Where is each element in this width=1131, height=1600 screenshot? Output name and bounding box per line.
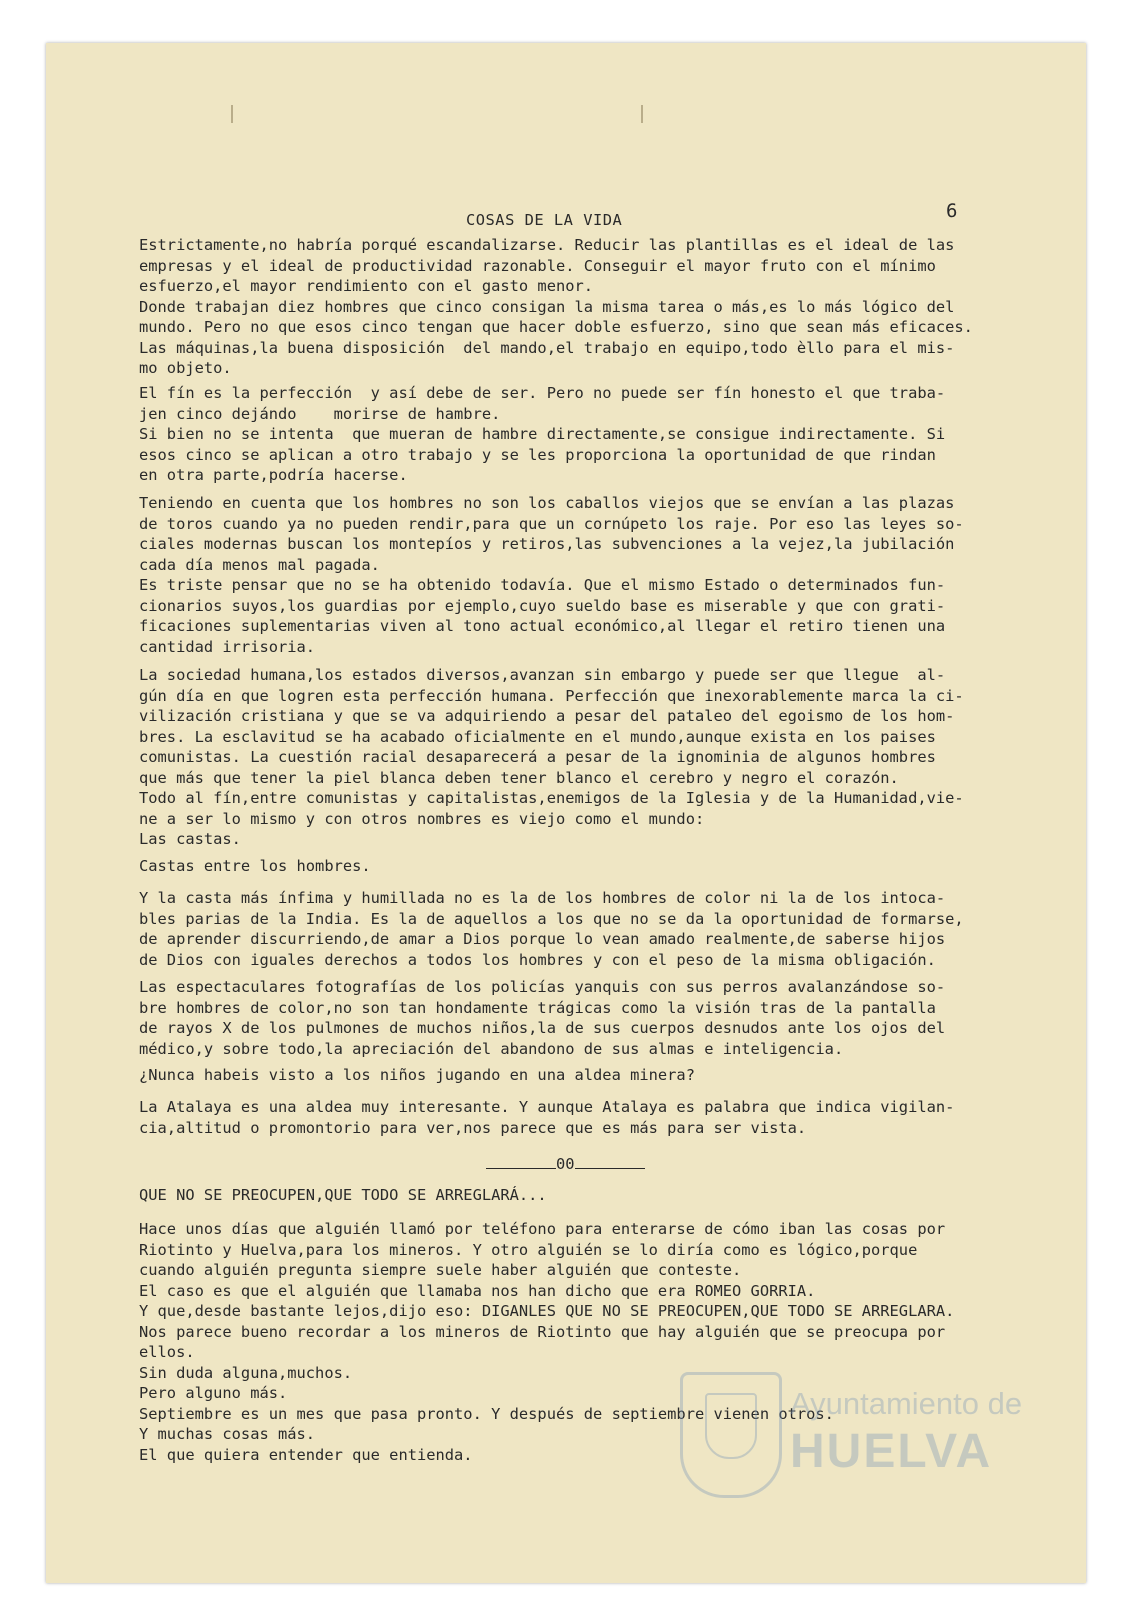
- text-line: El que quiera entender que entienda.: [139, 1445, 473, 1464]
- text-line: Donde trabajan diez hombres que cinco consigan la misma tarea o más,es lo más lógico del: [139, 297, 955, 316]
- text-line: vilización cristiana y que se va adquiriendo a pesar del pataleo del egoismo de los hom-: [139, 707, 955, 725]
- text-line: cionarios suyos,los guardias por ejemplo,cuyo sueldo base es miserable y que con grati-: [139, 596, 946, 615]
- text-line: Las máquinas,la buena disposición del mando,el trabajo en equipo,todo èllo para el mis-: [139, 338, 955, 357]
- paragraph-4: [139, 665, 1039, 850]
- text-line: ellos.: [139, 1343, 195, 1361]
- text-line: bre hombres de color,no son tan hondamente trágicas como la visión tras de la pantalla: [139, 998, 936, 1017]
- text-line: Castas entre los hombres.: [139, 857, 371, 875]
- paragraph-1: [139, 235, 1039, 379]
- paragraph-9: [139, 1097, 1039, 1138]
- text-line: Y muchas cosas más.: [139, 1425, 316, 1443]
- text-line: Hace unos días que alguién llamó por teléfono para enterarse de cómo iban las cosas por: [139, 1220, 946, 1238]
- paragraph-2: [139, 383, 1039, 486]
- text-line: bles parias de la India. Es la de aquellos a los que no se da la oportunidad de formarse,: [139, 909, 964, 928]
- text-line: cia,altitud o promontorio para ver,nos parece que es más para ser vista.: [139, 1118, 807, 1137]
- page-title: COSAS DE LA VIDA: [466, 211, 623, 229]
- text-line: Todo al fín,entre comunistas y capitalistas,enemigos de la Iglesia y de la Humanidad,vie-: [139, 789, 964, 807]
- text-line: esfuerzo,el mayor rendimiento con el gasto menor.: [139, 277, 594, 295]
- text-line: gún día en que logren esta perfección humana. Perfección que inexorablemente marca la ci-: [139, 686, 964, 705]
- text-line: médico,y sobre todo,la apreciación del abandono de sus almas e inteligencia.: [139, 1039, 844, 1058]
- text-line: Las espectaculares fotografías de los policías yanquis con sus perros avalanzándose so-: [139, 978, 946, 996]
- paragraph-8: [139, 1065, 1039, 1086]
- text-line: mundo. Pero no que esos cinco tengan que hacer doble esfuerzo, sino que sean más eficaces.: [139, 318, 973, 336]
- separator-rule: [575, 1168, 645, 1169]
- text-line: de Dios con iguales derechos a todos los hombres y con el peso de la misma obligación.: [139, 950, 936, 969]
- text-line: ciales modernas buscan los montepíos y retiros,las subvenciones a la vejez,la jubilación: [139, 535, 955, 553]
- text-line: Estrictamente,no habría porqué escandalizarse. Reducir las plantillas es el ideal de las: [139, 236, 955, 254]
- text-line: Teniendo en cuenta que los hombres no son los caballos viejos que se envían a las plazas: [139, 494, 955, 512]
- text-line: de rayos X de los pulmones de muchos niños,la de sus cuerpos desnudos ante los ojos del: [139, 1019, 946, 1037]
- text-line: La Atalaya es una aldea muy interesante. Y aunque Atalaya es palabra que indica vigilan-: [139, 1098, 955, 1116]
- text-line: empresas y el ideal de productividad razonable. Conseguir el mayor fruto con el mínimo: [139, 256, 936, 275]
- text-line: Septiembre es un mes que pasa pronto. Y después de septiembre vienen otros.: [139, 1404, 834, 1423]
- text-line: Nos parece bueno recordar a los mineros de Riotinto que hay alguién que se preocupa por: [139, 1322, 946, 1341]
- text-line: que más que tener la piel blanca deben tener blanco el cerebro y negro el corazón.: [139, 768, 899, 787]
- text-line: Es triste pensar que no se ha obtenido todavía. Que el mismo Estado o determinados fun-: [139, 576, 946, 594]
- watermark-line2: HUELVA: [790, 1425, 993, 1478]
- text-line: Riotinto y Huelva,para los mineros. Y otro alguién se lo diría como es lógico,porque: [139, 1240, 918, 1259]
- text-line: Las castas.: [139, 830, 241, 848]
- ayuntamiento-watermark: [670, 1362, 1040, 1502]
- paragraph-6: [139, 888, 1039, 970]
- subtitle-line: QUE NO SE PREOCUPEN,QUE TODO SE ARREGLARÁ...: [139, 1186, 547, 1204]
- text-line: Sin duda alguna,muchos.: [139, 1363, 353, 1382]
- section-separator: [486, 1155, 645, 1173]
- text-line: El fín es la perfección y así debe de ser. Pero no puede ser fín honesto el que traba-: [139, 384, 946, 402]
- text-line: ficaciones suplementarias viven al tono actual económico,al llegar el retiro tienen una: [139, 617, 946, 635]
- text-line: cada día menos mal pagada.: [139, 555, 380, 574]
- text-line: El caso es que el alguién que llamaba nos han dicho que era ROMEO GORRIA.: [139, 1281, 816, 1300]
- page-number: 6: [946, 200, 958, 222]
- text-line: cantidad irrisoria.: [139, 637, 316, 656]
- text-line: mo objeto.: [139, 359, 232, 377]
- text-line: ¿Nunca habeis visto a los niños jugando en una aldea minera?: [139, 1066, 695, 1084]
- punch-mark: [641, 105, 643, 123]
- text-line: de aprender discurriendo,de amar a Dios porque lo vean amado realmente,de saberse hijos: [139, 930, 946, 948]
- text-line: Y la casta más ínfima y humillada no es la de los hombres de color ni la de los intoca-: [139, 889, 946, 907]
- section-subtitle: [139, 1185, 1039, 1206]
- text-line: cuando alguién pregunta siempre suele haber alguién que conteste.: [139, 1261, 742, 1279]
- text-line: comunistas. La cuestión racial desaparecerá a pesar de la ignominia de algunos hombres: [139, 748, 936, 766]
- separator-rule: [486, 1168, 556, 1169]
- coat-of-arms-icon: [680, 1372, 782, 1498]
- text-line: esos cinco se aplican a otro trabajo y se les proporciona la oportunidad de que rindan: [139, 445, 936, 464]
- text-line: jen cinco dejándo morirse de hambre.: [139, 404, 501, 423]
- text-line: Pero alguno más.: [139, 1384, 288, 1402]
- text-line: ne a ser lo mismo y con otros nombres es viejo como el mundo:: [139, 809, 705, 828]
- typewritten-page: [46, 43, 1086, 1583]
- text-line: en otra parte,podría hacerse.: [139, 466, 408, 484]
- paragraph-5: [139, 856, 1039, 877]
- separator-mark: 00: [556, 1155, 575, 1173]
- paragraph-3: [139, 493, 1039, 657]
- watermark-line1: Ayuntamiento de: [790, 1386, 1023, 1421]
- punch-mark: [231, 105, 233, 123]
- paragraph-7: [139, 977, 1039, 1059]
- text-line: de toros cuando ya no pueden rendir,para que un cornúpeto los raje. Por eso las leyes so-: [139, 514, 964, 533]
- text-line: bres. La esclavitud se ha acabado oficialmente en el mundo,aunque exista en los paises: [139, 727, 936, 746]
- text-line: Si bien no se intenta que mueran de hambre directamente,se consigue indirectamente. Si: [139, 425, 946, 443]
- text-line: La sociedad humana,los estados diversos,avanzan sin embargo y puede ser que llegue al-: [139, 666, 946, 684]
- text-line: Y que,desde bastante lejos,dijo eso: DIGANLES QUE NO SE PREOCUPEN,QUE TODO SE ARREGLARA.: [139, 1302, 955, 1320]
